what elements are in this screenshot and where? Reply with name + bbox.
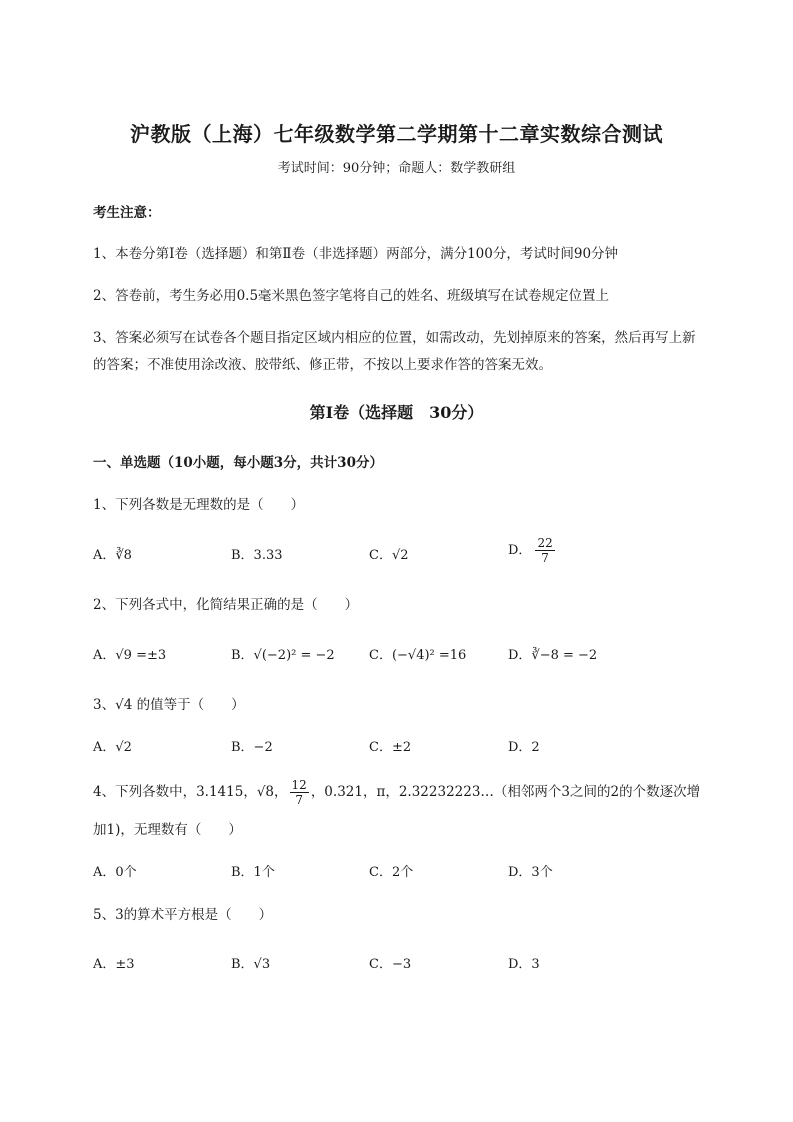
fraction-denominator: 7 [295,793,303,807]
notice-item-2: 2、答卷前，考生务必用0.5毫米黑色签字笔将自己的姓名、班级填写在试卷规定位置上 [93,288,610,304]
question-5-stem: 5、3的算术平方根是（ ） [93,907,273,923]
q2-option-b[interactable]: B．√(−2)² = −2 [231,648,335,663]
notice-item-3: 3、答案必须写在试卷各个题目指定区域内相应的位置，如需改动，先划掉原来的答案，然后再写上新 [93,330,696,346]
q4-option-a[interactable]: A．0个 [93,865,137,880]
exam-title: 沪教版（上海）七年级数学第二学期第十二章实数综合测试 [130,122,663,146]
q5-option-d[interactable]: D．3 [508,957,540,972]
notice-heading: 考生注意： [93,205,161,221]
q3-option-c[interactable]: C．±2 [369,740,412,755]
q5-option-c[interactable]: C．−3 [369,957,412,972]
q4-stem-part-2: ，0.321，π，2.32232223…（相邻两个3之间的2的个数逐次增 [310,784,701,800]
q1-option-d-fraction [535,536,554,565]
q3-option-b[interactable]: B．−2 [231,740,273,755]
question-4-stem-cont: 加1)，无理数有（ ） [93,822,242,838]
section-title: 第Ⅰ卷（选择题 30分） [309,403,484,422]
fraction-denominator: 7 [541,551,549,565]
q2-option-c[interactable]: C．(−√4)² =16 [369,648,467,663]
part-heading: 一、单选题（10小题，每小题3分，共计30分） [93,455,383,471]
question-2-stem: 2、下列各式中，化简结果正确的是（ ） [93,597,359,613]
q4-option-c[interactable]: C．2个 [369,865,414,880]
question-4-stem [93,778,700,807]
notice-item-1: 1、本卷分第Ⅰ卷（选择题）和第Ⅱ卷（非选择题）两部分，满分100分，考试时间90分钟 [93,246,619,262]
q1-option-b[interactable]: B．3.33 [231,548,283,563]
q2-option-d[interactable]: D．∛−8 = −2 [508,648,598,663]
q5-option-a[interactable]: A．±3 [93,957,135,972]
q4-option-d[interactable]: D．3个 [508,865,553,880]
q5-option-b[interactable]: B．√3 [231,957,271,972]
notice-item-3-cont: 的答案；不准使用涂改液、胶带纸、修正带，不按以上要求作答的答案无效。 [93,357,552,373]
exam-subtitle: 考试时间：90分钟；命题人：数学教研组 [277,161,516,176]
q3-option-a[interactable]: A．√2 [93,740,132,755]
q1-option-d[interactable] [508,536,555,565]
q2-option-a[interactable]: A．√9 =±3 [93,648,167,663]
question-3-stem: 3、√4 的值等于（ ） [93,697,245,713]
q4-option-b[interactable]: B．1个 [231,865,275,880]
q1-option-a[interactable]: A．∛8 [93,548,132,563]
q1-option-d-prefix: D． [508,543,532,558]
q4-stem-part-1: 4、下列各数中，3.1415，√8， [93,784,288,800]
q4-stem-fraction [290,778,309,807]
fraction-numerator: 22 [537,536,553,550]
question-1-stem: 1、下列各数是无理数的是（ ） [93,497,305,513]
q1-option-c[interactable]: C．√2 [369,548,409,563]
fraction-numerator: 12 [291,778,307,792]
q3-option-d[interactable]: D．2 [508,740,540,755]
